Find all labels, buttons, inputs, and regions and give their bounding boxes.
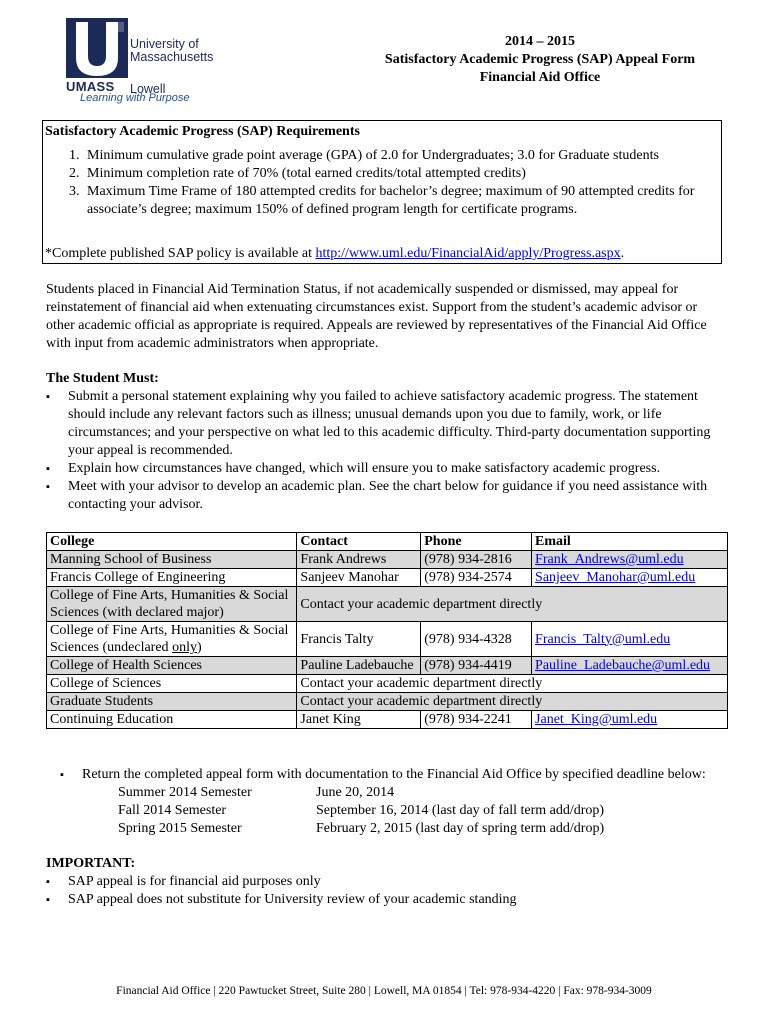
logo-umass: UMASS: [66, 79, 115, 94]
header-email: Email: [532, 533, 728, 551]
list-item: ▪ Return the completed appeal form with documentation to the Financial Aid Office by specified deadline below:: [60, 766, 760, 784]
deadline-row: Summer 2014 Semester June 20, 2014: [118, 785, 395, 800]
header-office: Financial Aid Office: [479, 70, 601, 85]
form-header: [330, 33, 750, 87]
table-header-row: [47, 533, 728, 551]
requirement-item: 3. Maximum Time Frame of 180 attempted credits for bachelor’s degree; maximum of 90 attempted credits for associate’s degree; maximum 150% of defined program length for certificate programs.: [83, 183, 719, 219]
table-row: College of Fine Arts, Humanities & Social Sciences (undeclared only) Francis Talty (978) 934-4328 Francis_Talty@uml.edu: [47, 622, 728, 657]
important-title: IMPORTANT:: [46, 856, 136, 871]
table-row: Continuing Education Janet King (978) 934-2241 Janet_King@uml.edu: [47, 711, 728, 729]
email-link[interactable]: Francis_Talty@uml.edu: [535, 631, 671, 647]
header-contact: Contact: [297, 533, 421, 551]
important-list: [46, 873, 726, 909]
list-item: ▪ SAP appeal does not substitute for University review of your academic standing: [46, 891, 726, 909]
requirement-item: 2. Minimum completion rate of 70% (total earned credits/total attempted credits): [83, 165, 719, 183]
policy-link[interactable]: http://www.uml.edu/FinancialAid/apply/Progress.aspx: [315, 246, 621, 261]
policy-note: *Complete published SAP policy is available at http://www.uml.edu/FinancialAid/apply/Progress.aspx.: [45, 246, 625, 261]
page-footer: Financial Aid Office | 220 Pawtucket Street, Suite 280 | Lowell, MA 01854 | Tel: 978-934-4220 | Fax: 978-934-3009: [116, 985, 652, 997]
email-link[interactable]: Sanjeev_Manohar@uml.edu: [535, 570, 696, 585]
table-row: Graduate Students Contact your academic department directly: [47, 693, 728, 711]
header-college: College: [47, 533, 297, 551]
list-item: ▪ Meet with your advisor to develop an academic plan. See the chart below for guidance if you need assistance with contacting your advisor.: [46, 478, 726, 514]
college-contacts-table: [46, 532, 728, 729]
header-phone: Phone: [421, 533, 532, 551]
deadline-schedule: [118, 784, 758, 838]
table-row: College of Health Sciences Pauline Ladebauche (978) 934-4419 Pauline_Ladebauche@uml.edu: [47, 657, 728, 675]
email-link[interactable]: Janet_King@uml.edu: [535, 712, 658, 727]
list-item: ▪ SAP appeal is for financial aid purposes only: [46, 873, 726, 891]
deadline-row: Fall 2014 Semester September 16, 2014 (last day of fall term add/drop): [118, 803, 605, 818]
list-item: ▪ Submit a personal statement explaining why you failed to achieve satisfactory academic progress. The statement should include any relevant factors such as illness; unusual demands upon you due to family, work, or life circumstances; and your perspective on what led to this academic difficulty. Third-party documentation supporting your appeal is recommended.: [46, 388, 726, 460]
email-link[interactable]: Frank_Andrews@uml.edu: [535, 552, 684, 567]
logo-lowell: Lowell: [130, 82, 166, 96]
return-instructions: [60, 766, 760, 784]
logo-tagline: Learning with Purpose: [80, 92, 190, 104]
header-year: 2014 – 2015: [505, 34, 575, 49]
list-item: ▪ Explain how circumstances have changed, which will ensure you to make satisfactory academic progress.: [46, 460, 726, 478]
deadline-row: Spring 2015 Semester February 2, 2015 (last day of spring term add/drop): [118, 821, 605, 836]
logo-university-name: University of Massachusetts: [130, 37, 214, 64]
requirement-item: 1. Minimum cumulative grade point average (GPA) of 2.0 for Undergraduates; 3.0 for Graduate students: [83, 147, 719, 165]
email-link[interactable]: Pauline_Ladebauche@uml.edu: [535, 658, 711, 673]
umass-shield-icon: [66, 18, 128, 78]
umass-lowell-logo: [66, 16, 222, 102]
requirements-title: Satisfactory Academic Progress (SAP) Requirements: [45, 124, 360, 139]
table-row: College of Fine Arts, Humanities & Social Sciences (with declared major) Contact your academic department directly: [47, 587, 728, 622]
table-row: College of Sciences Contact your academic department directly: [47, 675, 728, 693]
requirements-list: [45, 147, 719, 219]
student-must-list: [46, 388, 726, 514]
student-must-title: The Student Must:: [46, 371, 159, 386]
table-row: Manning School of Business Frank Andrews (978) 934-2816 Frank_Andrews@uml.edu: [47, 551, 728, 569]
table-row: Francis College of Engineering Sanjeev Manohar (978) 934-2574 Sanjeev_Manohar@uml.edu: [47, 569, 728, 587]
sap-requirements-box: [42, 120, 722, 264]
header-title: Satisfactory Academic Progress (SAP) Appeal Form: [384, 52, 696, 67]
intro-paragraph: Students placed in Financial Aid Termination Status, if not academically suspended or dismissed, may appeal for reinstatement of financial aid when extenuating circumstances exist. Support from the student’s academic advisor or other academic official as appropriate is required. Appeals are reviewed by representatives of the Financial Aid Office with input from academic administrators when appropriate.: [46, 282, 707, 351]
